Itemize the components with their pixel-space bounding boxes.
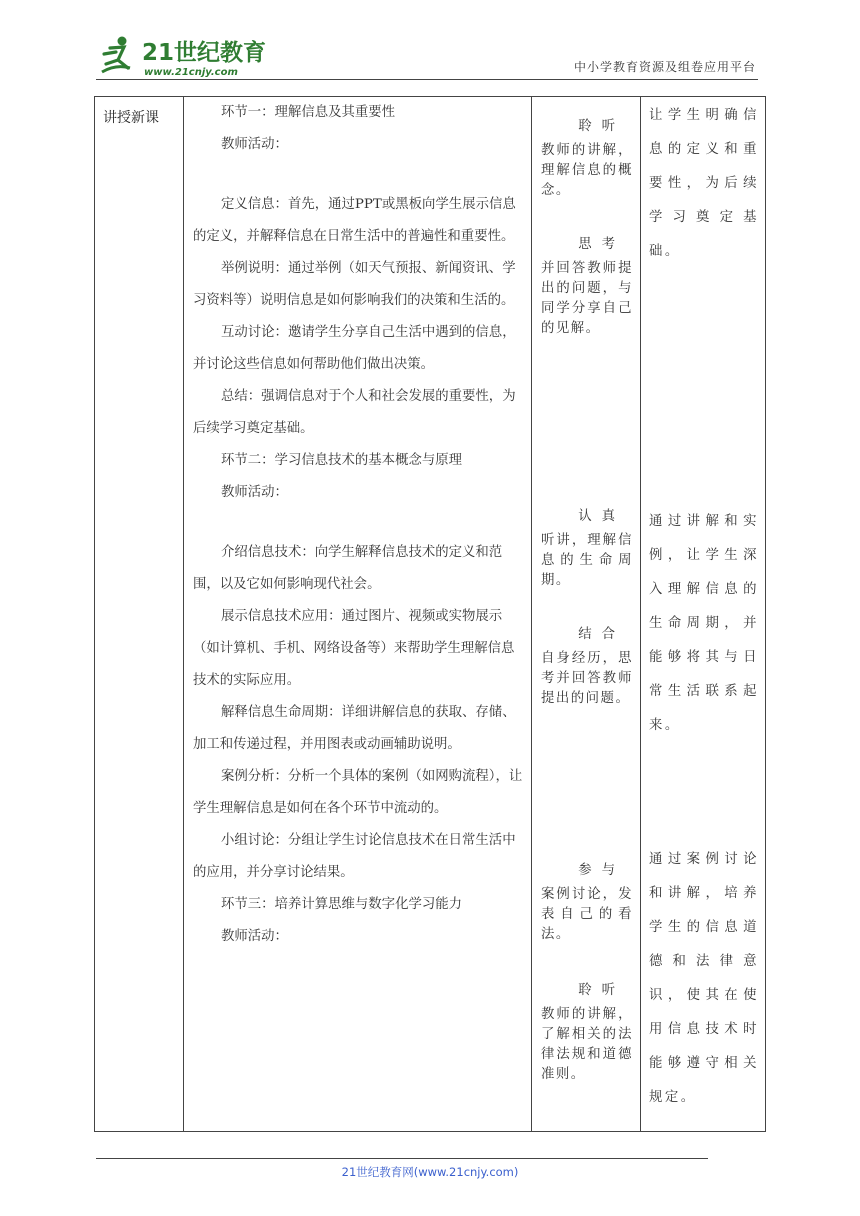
section-label: 讲授新课	[103, 110, 159, 126]
student-activity-body: 教师的讲解，了解相关的法律法规和道德准则。	[541, 1007, 633, 1082]
header-divider	[96, 79, 758, 80]
design-purpose: 通过案例讨论和讲解，培养学生的信息道德和法律意识，使其在使用信息技术时能够遵守相关规定。	[649, 852, 759, 1105]
teacher-step: 解释信息生命周期：详细讲解信息的获取、存储、加工和传递过程，并用图表或动画辅助说明。	[193, 705, 516, 752]
student-activity	[541, 981, 633, 1085]
column-divider	[183, 97, 184, 1131]
runner-icon	[102, 37, 130, 73]
teacher-activity-label: 教师活动：	[221, 929, 288, 944]
lesson-table	[94, 96, 766, 1132]
column-divider	[531, 97, 532, 1131]
footer-divider	[96, 1158, 708, 1159]
teacher-stage-heading: 环节三：培养计算思维与数字化学习能力	[221, 897, 463, 912]
platform-title: 中小学教育资源及组卷应用平台	[573, 60, 756, 74]
spacer	[193, 509, 525, 537]
column-divider	[640, 97, 641, 1131]
teacher-step: 举例说明：通过举例（如天气预报、新闻资讯、学习资料等）说明信息是如何影响我们的决策和生活的。	[193, 261, 516, 308]
teacher-step: 介绍信息技术：向学生解释信息技术的定义和范围，以及它如何影响现代社会。	[193, 545, 503, 592]
student-activity-head: 聆听	[578, 119, 625, 134]
student-activity-head: 聆听	[578, 983, 625, 998]
teacher-step: 小组讨论：分组让学生讨论信息技术在日常生活中的应用，并分享讨论结果。	[193, 833, 516, 880]
teacher-activities	[193, 97, 525, 953]
student-activity-body: 教师的讲解，理解信息的概念。	[541, 143, 633, 198]
teacher-stage-heading: 环节二：学习信息技术的基本概念与原理	[221, 453, 463, 468]
teacher-step: 定义信息：首先，通过PPT或黑板向学生展示信息的定义，并解释信息在日常生活中的普遍性和重要性。	[193, 197, 516, 244]
student-activity	[541, 625, 633, 709]
student-activity	[541, 861, 633, 945]
student-activity-body: 案例讨论，发表自己的看法。	[541, 887, 633, 942]
student-activity-head: 参与	[578, 863, 625, 878]
teacher-step: 展示信息技术应用：通过图片、视频或实物展示（如计算机、手机、网络设备等）来帮助学生理解信息技术的实际应用。	[193, 609, 515, 688]
teacher-step: 总结：强调信息对于个人和社会发展的重要性，为后续学习奠定基础。	[193, 389, 516, 436]
footer-text: 21世纪教育网(www.21cnjy.com)	[341, 1165, 519, 1179]
student-activity-body: 听讲，理解信息的生命周期。	[541, 533, 633, 588]
teacher-stage-heading: 环节一：理解信息及其重要性	[221, 105, 396, 120]
teacher-step: 案例分析：分析一个具体的案例（如网购流程），让学生理解信息是如何在各个环节中流动的。	[193, 769, 523, 816]
student-activity-body: 自身经历，思考并回答教师提出的问题。	[541, 651, 633, 706]
logo-url: www.21cnjy.com	[144, 67, 238, 78]
design-purpose: 通过讲解和实例，让学生深入理解信息的生命周期，并能够将其与日常生活联系起来。	[649, 514, 759, 733]
logo-text: 21世纪教育	[142, 40, 266, 66]
student-activity	[541, 507, 633, 591]
spacer	[193, 161, 525, 189]
teacher-step: 互动讨论：邀请学生分享自己生活中遇到的信息，并讨论这些信息如何帮助他们做出决策。	[193, 325, 516, 372]
teacher-activity-label: 教师活动：	[221, 137, 288, 152]
student-activity-head: 结合	[578, 627, 625, 642]
design-purpose: 让学生明确信息的定义和重要性，为后续学习奠定基础。	[649, 108, 759, 259]
student-activity-body: 并回答教师提出的问题，与同学分享自己的见解。	[541, 261, 633, 336]
page-header	[0, 0, 860, 82]
logo	[96, 34, 266, 80]
teacher-activity-label: 教师活动：	[221, 485, 288, 500]
student-activity	[541, 117, 633, 201]
student-activity	[541, 235, 633, 339]
student-activity-head: 思考	[578, 237, 625, 252]
student-activity-head: 认真	[578, 509, 625, 524]
